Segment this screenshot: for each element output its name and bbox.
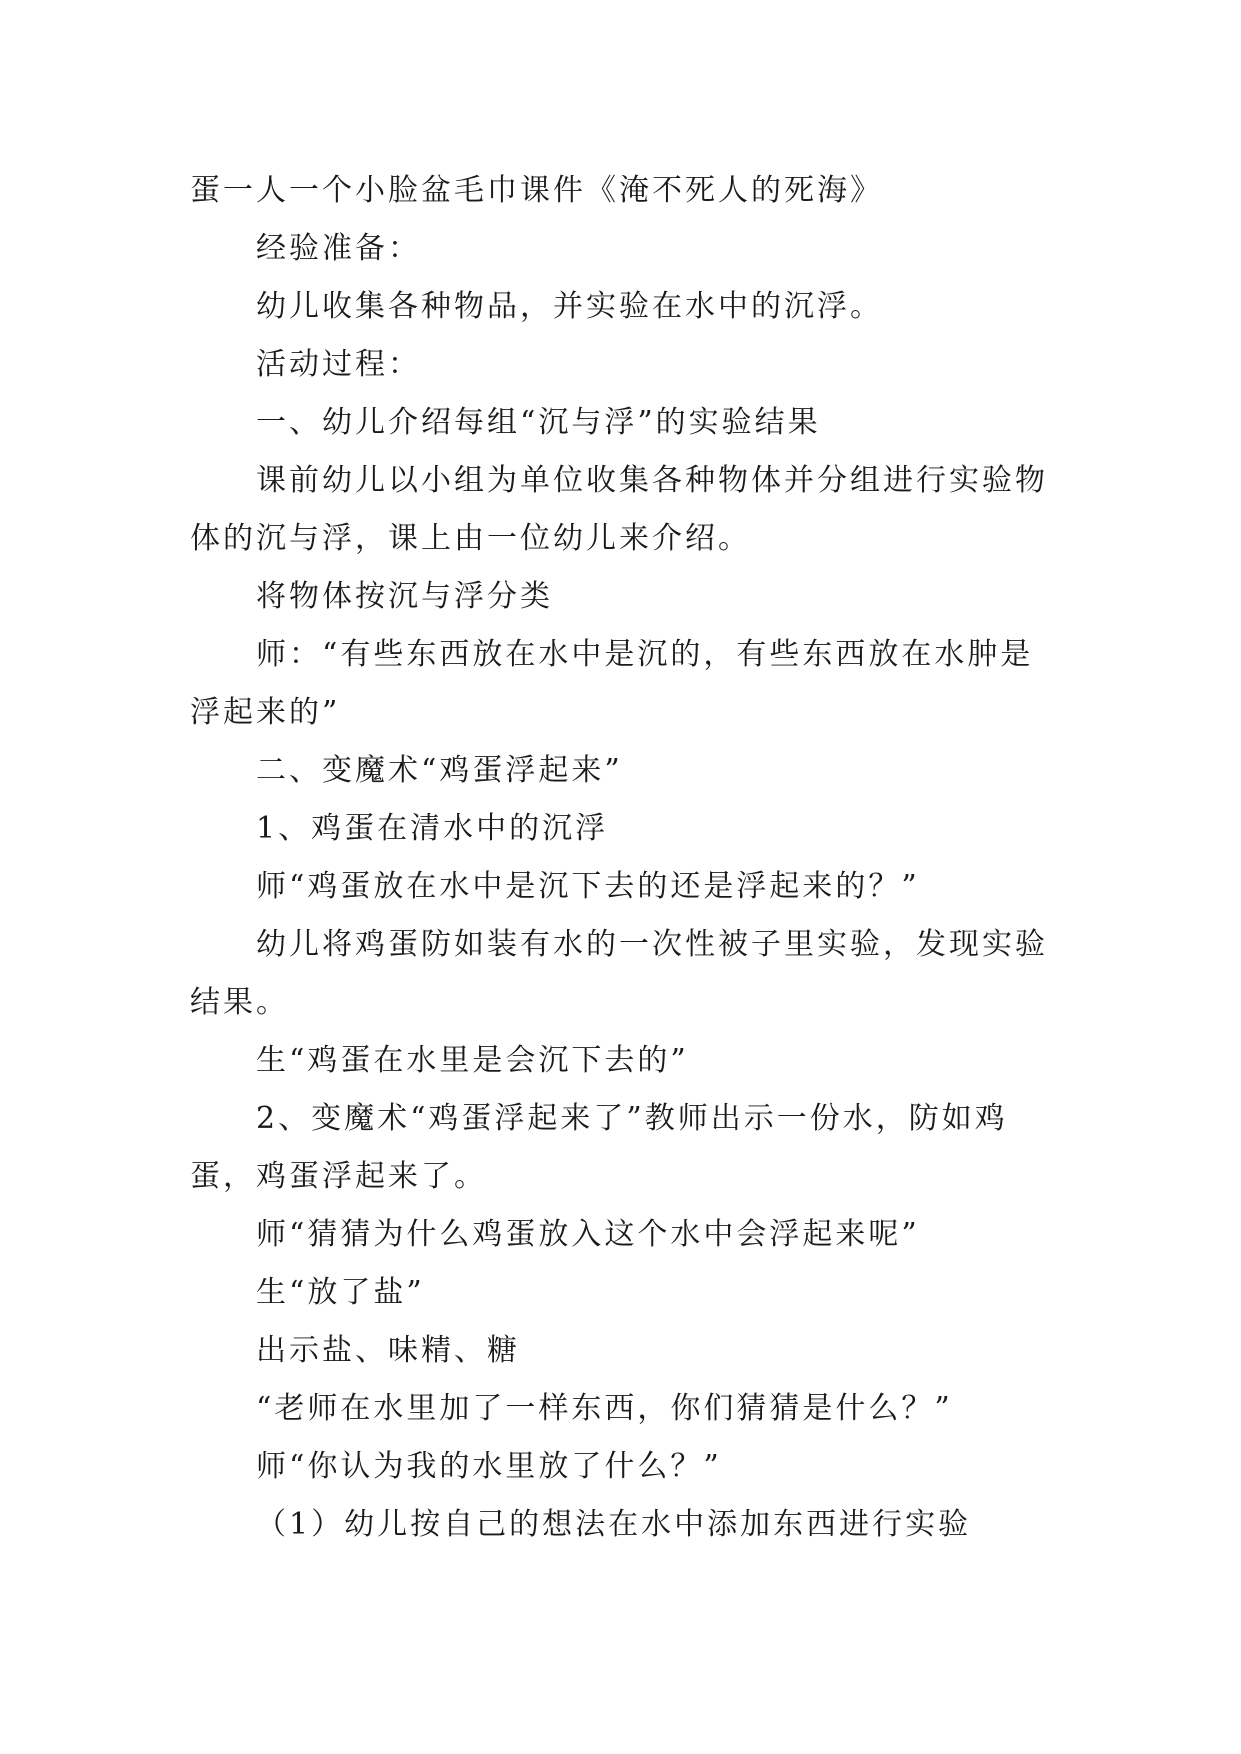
paragraph-substep-1: （1）幼儿按自己的想法在水中添加东西进行实验 [256,1507,972,1542]
paragraph-teacher-quote-2: 师“鸡蛋放在水中是沉下去的还是浮起来的？” [256,869,920,904]
paragraph-student-quote-1: 生“鸡蛋在水里是会沉下去的” [256,1043,689,1078]
paragraph-materials: 蛋一人一个小脸盆毛巾课件《淹不死人的死海》 [190,173,883,208]
paragraph-teacher-quote-1: 师：“有些东西放在水中是沉的，有些东西放在水肿是浮起来的” [190,637,1034,730]
paragraph-section-two-heading: 二、变魔术“鸡蛋浮起来” [256,753,623,788]
paragraph-section-one-heading: 一、幼儿介绍每组“沉与浮”的实验结果 [256,405,821,440]
paragraph-process-heading: 活动过程： [256,347,421,382]
paragraph-teacher-quote-3: 师“猜猜为什么鸡蛋放入这个水中会浮起来呢” [256,1217,920,1252]
paragraph-section-one-body: 课前幼儿以小组为单位收集各种物体并分组进行实验物体的沉与浮，课上由一位幼儿来介绍。 [190,463,1048,556]
paragraph-child-experiment: 幼儿将鸡蛋防如装有水的一次性被子里实验，发现实验结果。 [190,927,1048,1020]
paragraph-experience-heading: 经验准备： [256,231,421,266]
paragraph-show-items: 出示盐、味精、糖 [256,1333,520,1368]
document-body [190,162,1052,1554]
paragraph-classify: 将物体按沉与浮分类 [256,579,553,614]
paragraph-teacher-quote-4: “老师在水里加了一样东西，你们猜猜是什么？” [256,1391,953,1426]
paragraph-teacher-quote-5: 师“你认为我的水里放了什么？” [256,1449,722,1484]
paragraph-step-1: 1、鸡蛋在清水中的沉浮 [256,811,609,846]
paragraph-student-quote-2: 生“放了盐” [256,1275,425,1310]
paragraph-experience: 幼儿收集各种物品，并实验在水中的沉浮。 [256,289,883,324]
paragraph-step-2: 2、变魔术“鸡蛋浮起来了”教师出示一份水，防如鸡蛋，鸡蛋浮起来了。 [190,1101,1008,1194]
